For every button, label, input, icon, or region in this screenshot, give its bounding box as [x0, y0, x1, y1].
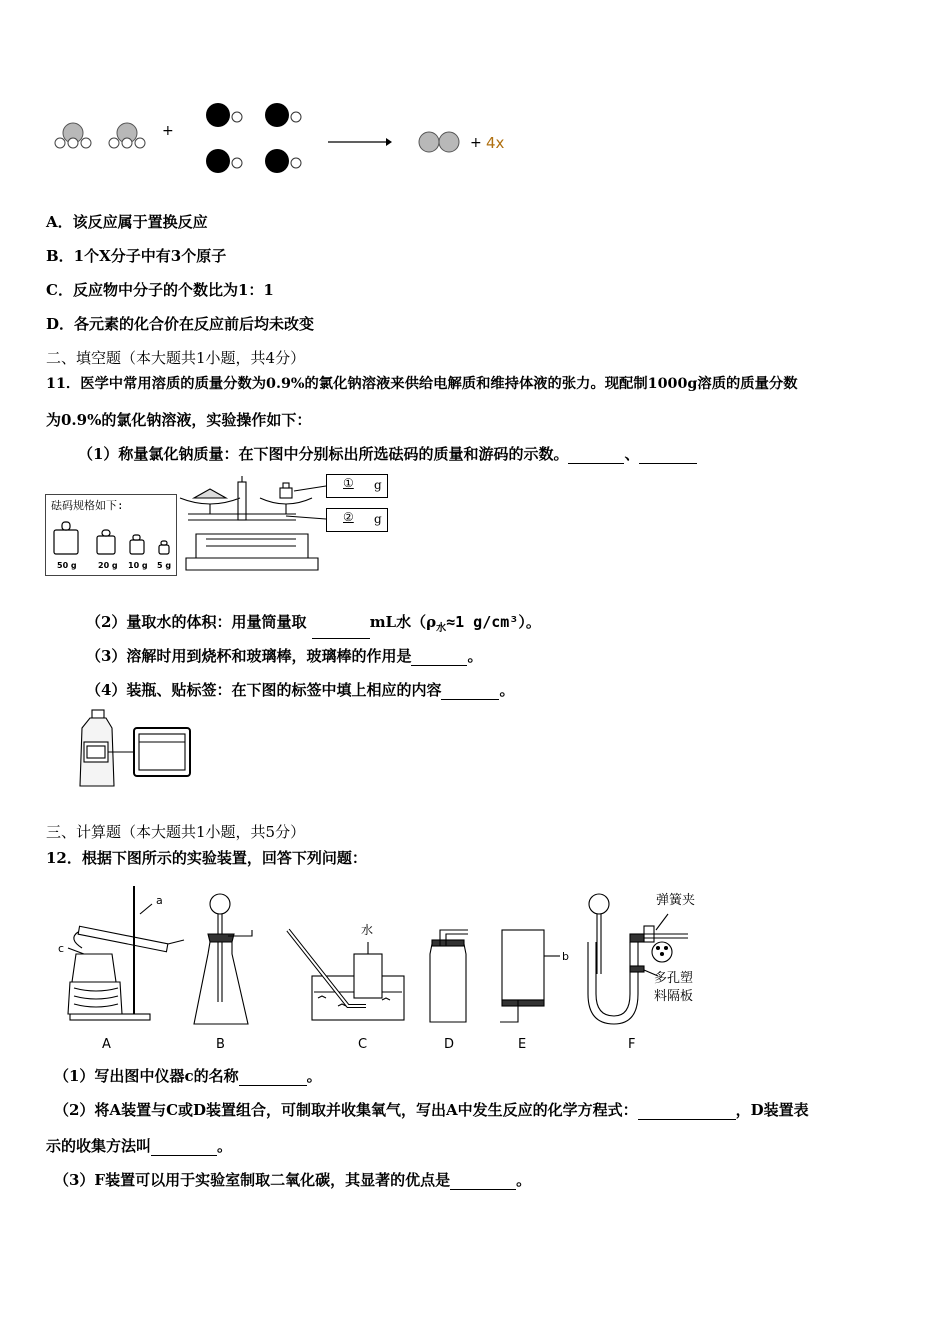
- apparatus-label-f: F: [628, 1037, 636, 1052]
- water-label: 水: [361, 923, 374, 937]
- label-box-2-text: ②: [343, 510, 354, 524]
- option-d: D．各元素的化合价在反应前后均未改变: [46, 315, 315, 333]
- blank-weight[interactable]: [568, 448, 624, 464]
- plate-label-1: 多孔塑: [654, 971, 694, 986]
- plus-sign: +: [470, 135, 482, 151]
- q11-line1: 11．医学中常用溶质的质量分数为0.9%的氯化钠溶液来供给电解质和维持体液的张力。现配制1000g溶质的质量分数: [46, 376, 798, 392]
- plate-label-2: 料隔板: [654, 989, 694, 1004]
- apparatus-label-a: A: [102, 1037, 111, 1052]
- weight-label: 10 g: [128, 561, 148, 570]
- weight-5g-icon: [159, 541, 169, 554]
- q12-part3-end: 。: [516, 1171, 532, 1189]
- q12-part2-line2-text: 示的收集方法叫: [46, 1137, 152, 1155]
- blank-rider[interactable]: [639, 448, 697, 464]
- option-b: B．1个X分子中有3个原子: [46, 247, 227, 265]
- option-c: C．反应物中分子的个数比为1：1: [46, 281, 274, 299]
- apparatus-label-e: E: [518, 1037, 527, 1052]
- q12-part1-end: 。: [306, 1067, 322, 1085]
- option-a: A．该反应属于置换反应: [46, 213, 208, 231]
- blank-water-volume[interactable]: [312, 623, 370, 639]
- product-molecule: [419, 132, 459, 152]
- apparatus-label-c: C: [358, 1037, 368, 1052]
- q11-part3: [86, 646, 482, 666]
- blank-advantage[interactable]: [450, 1174, 516, 1190]
- q11-part2-text-b: mL水（ρ: [369, 613, 437, 631]
- clamp-label: 弹簧夹: [656, 893, 696, 908]
- reactant-molecule-gray: [55, 123, 91, 148]
- reactant-molecule-black: [265, 149, 301, 173]
- apparatus-b: [194, 894, 252, 1024]
- reactant-molecule-black: [206, 149, 242, 173]
- label-box-2-unit: g: [374, 512, 382, 526]
- label-card-icon: [134, 728, 190, 776]
- q11-line2: 为0.9%的氯化钠溶液，实验操作如下：: [46, 411, 312, 429]
- q11-part4: [86, 680, 514, 700]
- section2-heading: 二、填空题（本大题共1小题，共4分）: [46, 349, 306, 367]
- q12-part3: [54, 1170, 531, 1190]
- label-box-1-text: ①: [343, 476, 354, 490]
- weight-label: 5 g: [157, 561, 172, 570]
- label-box-1-unit: g: [374, 478, 382, 492]
- bottle-icon: [80, 710, 114, 786]
- q11-part3-text: （3）溶解时用到烧杯和玻璃棒，玻璃棒的作用是: [86, 647, 412, 665]
- q11-part2-text-c: ≈1 g/cm³）。: [446, 613, 541, 631]
- apparatus-f: [588, 894, 688, 1024]
- reactant-molecule-gray: [109, 123, 145, 148]
- q11-part2: [86, 612, 541, 639]
- q12-part2-end: 。: [217, 1137, 233, 1155]
- q11-part3-end: 。: [467, 647, 483, 665]
- apparatus-figure: [48, 884, 718, 1054]
- weight-label: 20 g: [98, 561, 118, 570]
- rho-subscript: 水: [436, 623, 447, 634]
- q11-part1-text: （1）称量氯化钠质量：在下图中分别标出所选砝码的质量和游码的示数。: [78, 445, 569, 463]
- part-label-c: c: [58, 942, 65, 955]
- product-4x: 4x: [486, 134, 505, 152]
- reaction-diagram: [40, 95, 520, 185]
- q11-part2-text-a: （2）量取水的体积：用量筒量取: [86, 613, 307, 631]
- blank-instrument-name[interactable]: [239, 1070, 307, 1086]
- apparatus-a: [68, 886, 184, 1020]
- apparatus-label-b: B: [216, 1037, 225, 1052]
- reactant-molecule-black: [206, 103, 242, 127]
- plus-sign: +: [162, 123, 174, 139]
- apparatus-e: [500, 930, 560, 1022]
- reaction-arrow: [328, 138, 392, 146]
- blank-rod-function[interactable]: [411, 650, 467, 666]
- apparatus-label-d: D: [444, 1037, 455, 1052]
- q11-part4-text: （4）装瓶、贴标签：在下图的标签中填上相应的内容: [86, 681, 442, 699]
- q12-part1: [54, 1066, 322, 1086]
- weight-20g-icon: [97, 530, 115, 554]
- section3-heading: 三、计算题（本大题共1小题，共5分）: [46, 823, 306, 841]
- q12-stem: 12．根据下图所示的实验装置，回答下列问题：: [46, 849, 367, 867]
- q12-part1-text: （1）写出图中仪器c的名称: [54, 1067, 239, 1085]
- part-label-b: b: [562, 950, 569, 963]
- apparatus-c: [288, 930, 404, 1020]
- q12-part2-mid: ，D装置表: [735, 1101, 809, 1119]
- apparatus-d: [430, 930, 468, 1022]
- weights-title: 砝码规格如下:: [51, 499, 124, 512]
- blank-collection-method[interactable]: [151, 1140, 217, 1156]
- bottle-label-figure: [76, 708, 198, 788]
- reactant-molecule-black: [265, 103, 301, 127]
- separator: 、: [624, 445, 640, 463]
- blank-equation[interactable]: [638, 1104, 736, 1120]
- weights-figure: [45, 510, 177, 574]
- weight-label: 50 g: [57, 561, 77, 570]
- weight-10g-icon: [130, 535, 144, 554]
- blank-label-content[interactable]: [441, 684, 499, 700]
- part-label-a: a: [156, 894, 163, 907]
- weight-50g-icon: [54, 522, 78, 554]
- q12-part2-text: （2）将A装置与C或D装置组合，可制取并收集氧气，写出A中发生反应的化学方程式：: [54, 1101, 638, 1119]
- q12-part3-text: （3）F装置可以用于实验室制取二氧化碳，其显著的优点是: [54, 1171, 451, 1189]
- q11-part1: [78, 444, 697, 464]
- q11-part4-end: 。: [499, 681, 515, 699]
- q12-part2-line2: [46, 1136, 232, 1156]
- q12-part2: [54, 1100, 809, 1120]
